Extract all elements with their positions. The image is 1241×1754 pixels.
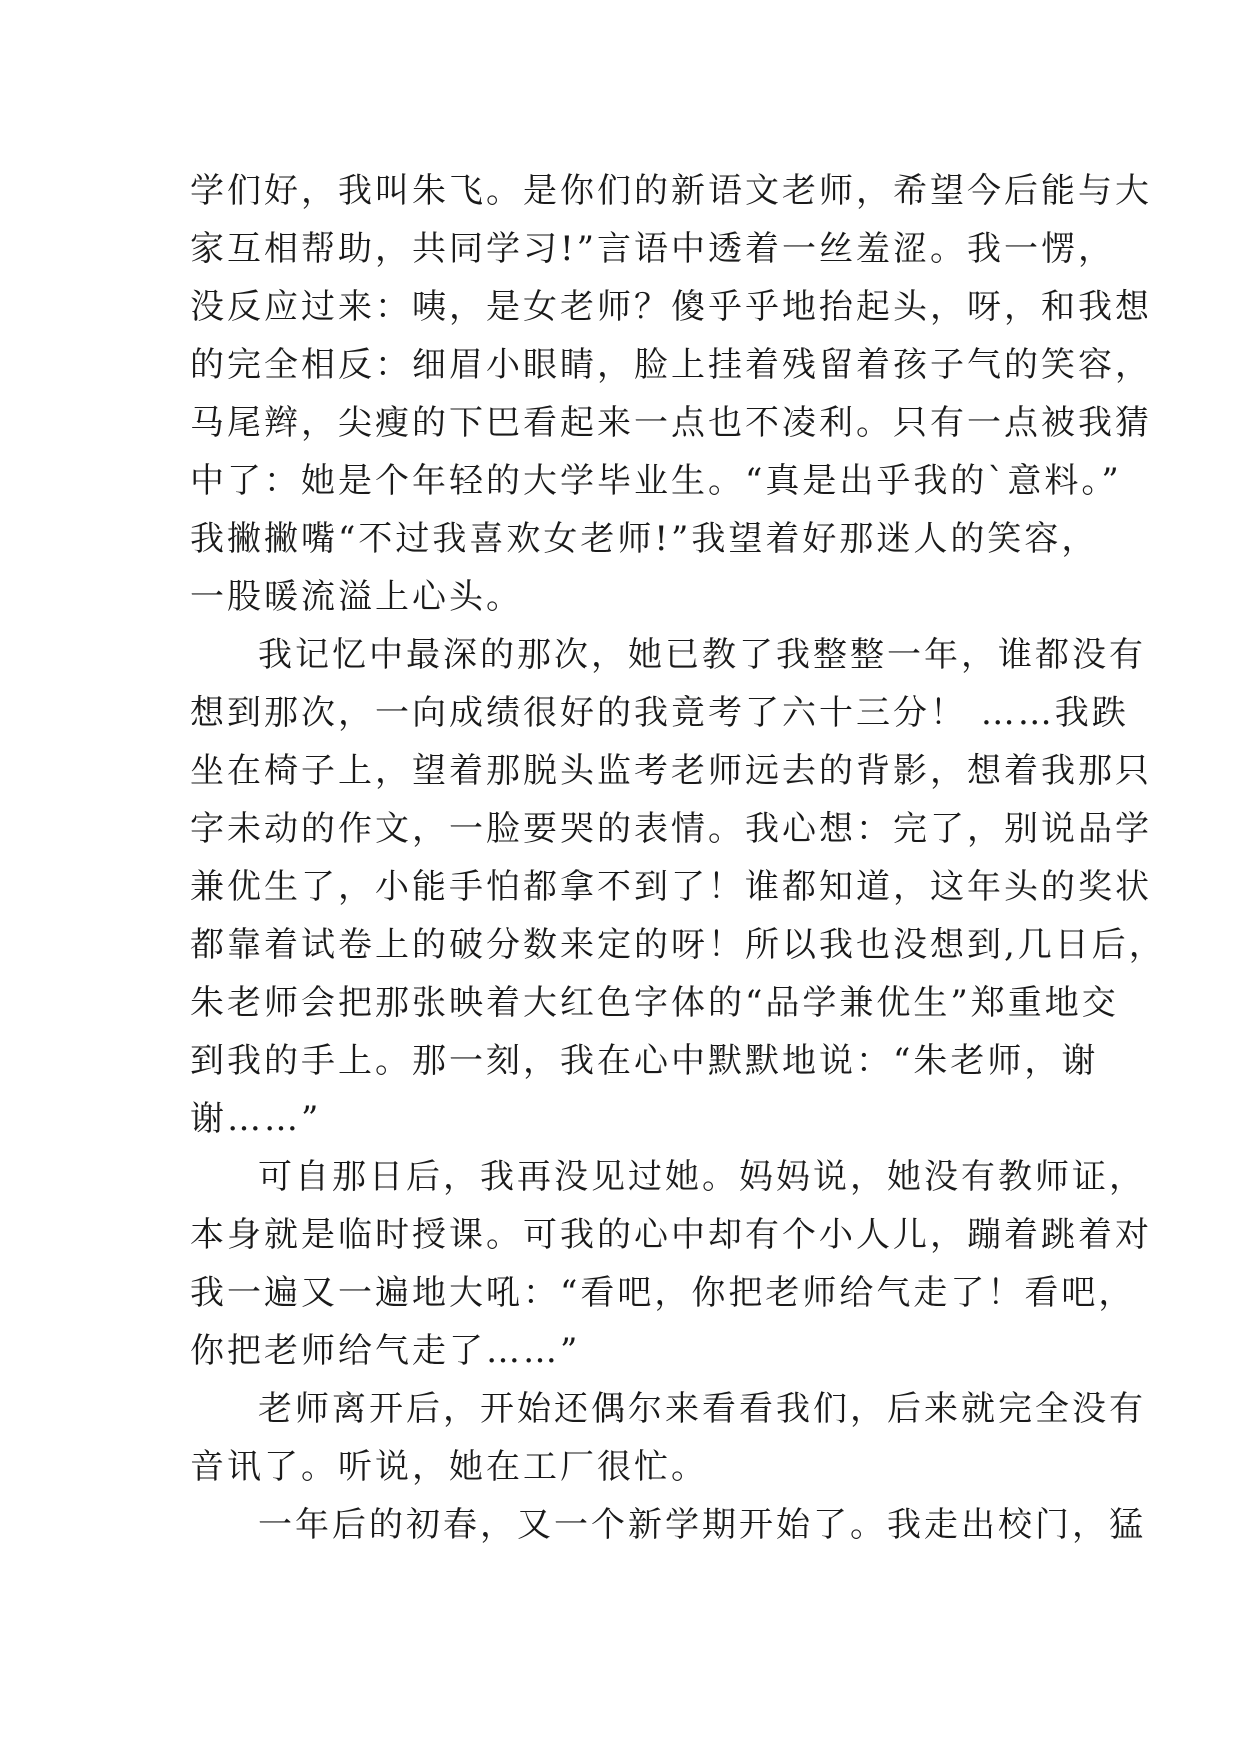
paragraph-first-line: 一年后的初春，又一个新学期开始了。我走出校门，猛 [258,1505,1146,1545]
article-body [190,162,1166,1554]
paragraph-first-line: 可自那日后，我再没见过她。妈妈说，她没有教师证， [258,1157,1146,1197]
text-line: 到我的手上。那一刻，我在心中默默地说：“朱老师，谢 [190,1041,1099,1081]
text-line: 朱老师会把那张映着大红色字体的“品学兼优生”郑重地交 [190,983,1119,1023]
paragraph-first-line: 老师离开后，开始还偶尔来看看我们，后来就完全没有 [258,1389,1146,1429]
text-line: 本身就是临时授课。可我的心中却有个小人儿，蹦着跳着对 [190,1215,1152,1255]
text-line: 我一遍又一遍地大吼：“看吧，你把老师给气走了！看吧， [190,1273,1136,1313]
text-line: 坐在椅子上，望着那脱头监考老师远去的背影，想着我那只 [190,751,1152,791]
text-line: 谢……” [190,1099,322,1139]
text-line: 音讯了。听说，她在工厂很忙。 [190,1447,708,1487]
text-line: 学们好，我叫朱飞。是你们的新语文老师，希望今后能与大 [190,171,1152,211]
text-line: 家互相帮助，共同学习!”言语中透着一丝羞涩。我一愣， [190,229,1116,269]
text-line: 没反应过来：咦，是女老师？傻乎乎地抬起头，呀，和我想 [190,287,1152,327]
text-line: 中了：她是个年轻的大学毕业生。“真是出乎我的`意料。” [190,461,1122,501]
text-line: 兼优生了，小能手怕都拿不到了！谁都知道，这年头的奖状 [190,867,1152,907]
paragraph-first-line: 我记忆中最深的那次，她已教了我整整一年，谁都没有 [258,635,1146,675]
text-line: 的完全相反：细眉小眼睛，脸上挂着残留着孩子气的笑容， [190,345,1152,385]
text-line: 想到那次，一向成绩很好的我竟考了六十三分！ ……我跌 [190,693,1129,733]
text-line: 一股暖流溢上心头。 [190,577,523,617]
text-line: 你把老师给气走了……” [190,1331,581,1371]
text-line: 字未动的作文，一脸要哭的表情。我心想：完了，别说品学 [190,809,1152,849]
text-line: 我撇撇嘴“不过我喜欢女老师!”我望着好那迷人的笑容， [190,519,1099,559]
text-line: 都靠着试卷上的破分数来定的呀！所以我也没想到,几日后， [190,925,1166,965]
text-line: 马尾辫，尖瘦的下巴看起来一点也不凌利。只有一点被我猜 [190,403,1152,443]
